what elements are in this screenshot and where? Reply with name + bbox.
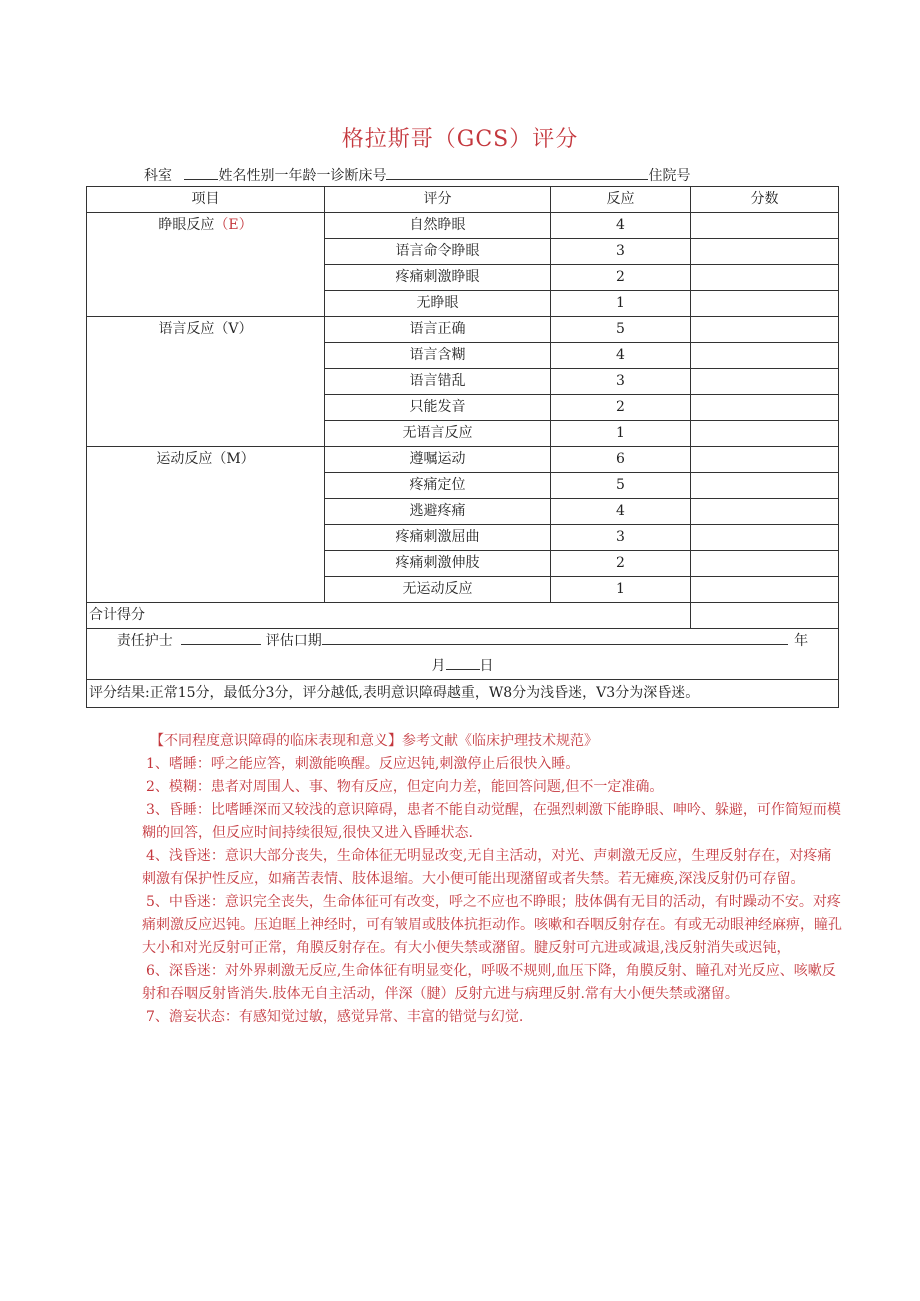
notes-heading: 【不同程度意识障碍的临床表现和意义】参考文献《临床护理技术规范》 <box>150 733 598 749</box>
row-desc: 语言命令睁眼 <box>325 239 551 265</box>
total-row <box>87 603 839 629</box>
row-desc: 只能发音 <box>325 395 551 421</box>
day-label: 日 <box>479 658 494 674</box>
header-evaluation: 评分 <box>325 187 551 213</box>
note-item: 4、浅昏迷：意识大部分丧失，生命体征无明显改变,无自主活动，对光、声刺激无反应，生理反射存在，对疼痛刺激有保护性反应，如痛苦表情、肢体退缩。大小便可能出现潴留或者失禁。若无瘫痪,深浅反射仍可存留。 <box>142 848 832 887</box>
table-row <box>87 317 839 343</box>
nurse-label: 责任护士 <box>116 633 173 649</box>
admission-label: 住院号 <box>648 168 691 184</box>
row-response: 2 <box>551 265 691 291</box>
score-cell[interactable] <box>691 525 839 551</box>
score-cell[interactable] <box>691 213 839 239</box>
note-item: 5、中昏迷：意识完全丧失，生命体征可有改变，呼之不应也不睁眼；肢体偶有无目的活动，有时躁动不安。对疼痛刺激反应迟钝。压迫眶上神经时，可有皱眉或肢体抗拒动作。咳嗽和吞咽反射存在。有或无动眼神经麻痹，瞳孔大小和对光反射可正常，角膜反射存在。有大小便失禁或潴留。腱反射可亢进或减退,浅反射消失或迟钝， <box>142 894 842 956</box>
row-desc: 疼痛定位 <box>325 473 551 499</box>
score-cell[interactable] <box>691 473 839 499</box>
row-response: 5 <box>551 473 691 499</box>
score-cell[interactable] <box>691 291 839 317</box>
note-item: 2、模糊：患者对周围人、事、物有反应，但定向力差，能回答问题,但不一定准确。 <box>146 779 664 795</box>
table-row <box>87 213 839 239</box>
table-row <box>87 447 839 473</box>
gcs-table <box>86 186 839 708</box>
row-desc: 语言错乱 <box>325 369 551 395</box>
group-verbal: 语言反应（V） <box>87 317 325 447</box>
row-response: 5 <box>551 317 691 343</box>
note-item: 7、澹妄状态：有感知觉过敏，感觉异常、丰富的错觉与幻觉. <box>146 1009 524 1025</box>
score-cell[interactable] <box>691 395 839 421</box>
row-desc: 遵嘱运动 <box>325 447 551 473</box>
patient-info-line <box>144 165 690 185</box>
score-cell[interactable] <box>691 369 839 395</box>
year-label: 年 <box>794 633 809 649</box>
total-score-cell[interactable] <box>691 603 839 629</box>
row-response: 3 <box>551 369 691 395</box>
row-desc: 无睁眼 <box>325 291 551 317</box>
score-cell[interactable] <box>691 239 839 265</box>
total-label: 合计得分 <box>87 603 691 629</box>
row-response: 6 <box>551 447 691 473</box>
row-response: 4 <box>551 499 691 525</box>
row-response: 4 <box>551 213 691 239</box>
row-desc: 自然睁眼 <box>325 213 551 239</box>
score-cell[interactable] <box>691 317 839 343</box>
row-desc: 逃避疼痛 <box>325 499 551 525</box>
signature-row <box>87 629 839 680</box>
result-text: 评分结果:正常15分，最低分3分，评分越低,表明意识障碍越重，W8分为浅昏迷，V3分为深昏迷。 <box>87 680 839 708</box>
bed-number-field[interactable] <box>386 165 648 180</box>
row-desc: 疼痛刺激睁眼 <box>325 265 551 291</box>
assess-date-field[interactable] <box>322 629 788 645</box>
row-response: 3 <box>551 525 691 551</box>
dept-label: 科室 <box>144 168 172 184</box>
result-row <box>87 680 839 708</box>
score-cell[interactable] <box>691 343 839 369</box>
score-cell[interactable] <box>691 265 839 291</box>
nurse-field[interactable] <box>181 629 261 645</box>
score-cell[interactable] <box>691 551 839 577</box>
note-item: 1、嗜睡：呼之能应答，刺激能唤醒。反应迟钝,刺激停止后很快入睡。 <box>146 756 580 772</box>
header-item: 项目 <box>87 187 325 213</box>
row-response: 1 <box>551 291 691 317</box>
score-cell[interactable] <box>691 421 839 447</box>
row-desc: 无语言反应 <box>325 421 551 447</box>
score-cell[interactable] <box>691 577 839 603</box>
assess-date-label: 评估口期 <box>265 633 322 649</box>
row-response: 2 <box>551 395 691 421</box>
row-response: 1 <box>551 577 691 603</box>
row-response: 4 <box>551 343 691 369</box>
row-response: 1 <box>551 421 691 447</box>
score-cell[interactable] <box>691 447 839 473</box>
note-item: 3、昏睡：比嗜睡深而又较浅的意识障碍，患者不能自动觉醒，在强烈刺激下能睁眼、呻吟、躲避，可作简短而模糊的回答，但反应时间持续很短,很快又进入昏睡状态. <box>142 802 841 841</box>
table-header-row <box>87 187 839 213</box>
signature-cell <box>87 629 839 680</box>
group-motor: 运动反应（M） <box>87 447 325 603</box>
notes-section <box>142 730 842 1029</box>
header-score: 分数 <box>691 187 839 213</box>
patient-mid-label: 姓名性别一年龄一诊断床号 <box>218 168 387 184</box>
group-eye-opening: 睁眼反应（E） <box>87 213 325 317</box>
header-response: 反应 <box>551 187 691 213</box>
row-desc: 无运动反应 <box>325 577 551 603</box>
month-field[interactable] <box>446 654 480 670</box>
row-desc: 疼痛刺激伸肢 <box>325 551 551 577</box>
row-desc: 语言含糊 <box>325 343 551 369</box>
eye-code: （E） <box>214 217 253 233</box>
row-response: 3 <box>551 239 691 265</box>
note-item: 6、深昏迷：对外界刺激无反应,生命体征有明显变化，呼吸不规则,血压下降，角膜反射、瞳孔对光反应、咳嗽反射和吞咽反射皆消失.肢体无自主活动，伴深（腱）反射亢进与病理反射.常有大小便失禁或潴留。 <box>142 963 836 1002</box>
row-desc: 疼痛刺激屈曲 <box>325 525 551 551</box>
row-desc: 语言正确 <box>325 317 551 343</box>
score-cell[interactable] <box>691 499 839 525</box>
page-title: 格拉斯哥（GCS）评分 <box>341 127 579 152</box>
dept-field[interactable] <box>184 165 218 180</box>
month-label: 月 <box>431 658 446 674</box>
row-response: 2 <box>551 551 691 577</box>
